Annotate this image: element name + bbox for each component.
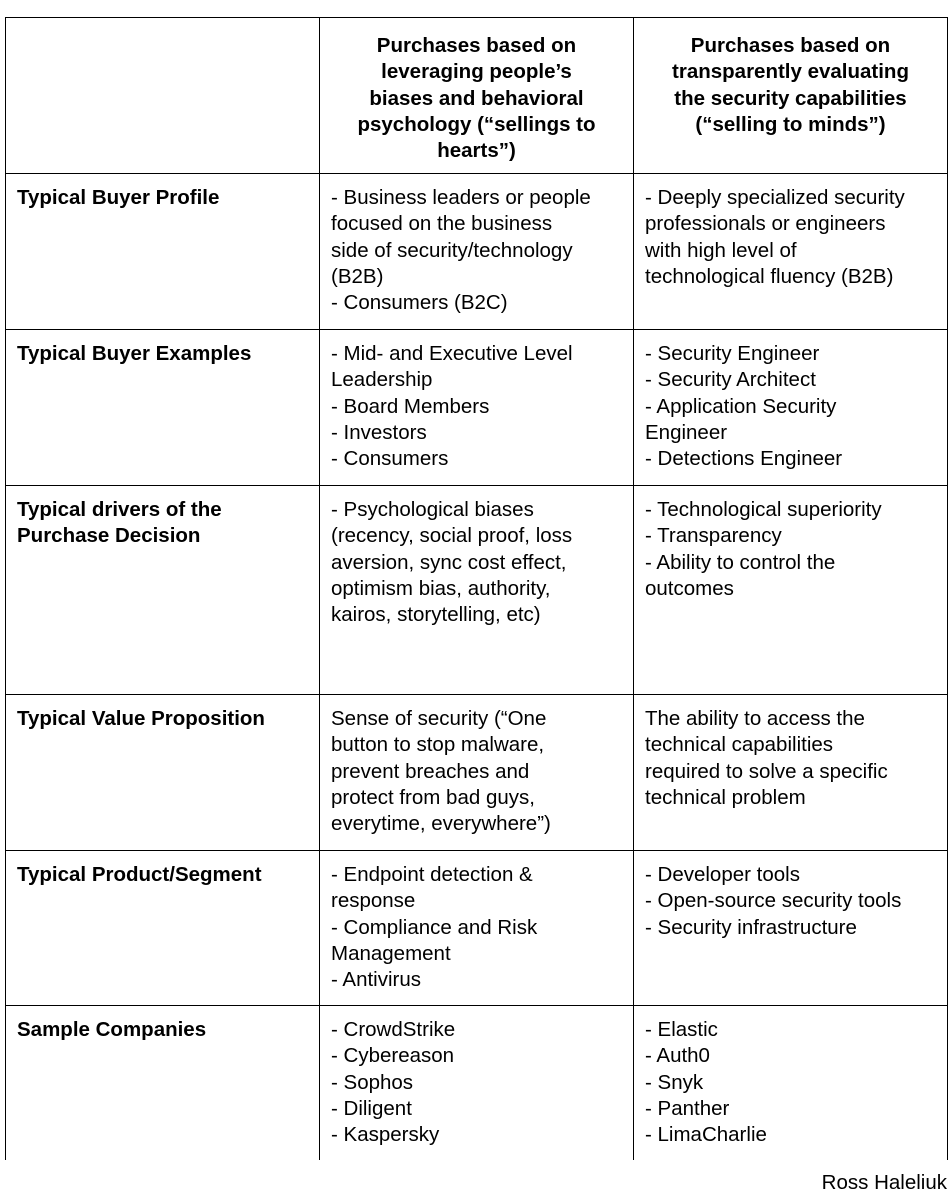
header-row <box>6 18 948 174</box>
cell-minds: - Technological superiority - Transparency - Ability to control the outcomes <box>634 486 948 695</box>
cell-minds: - Developer tools - Open-source security tools - Security infrastructure <box>634 851 948 1006</box>
cell-minds: The ability to access the technical capabilities required to solve a specific technical problem <box>634 695 948 851</box>
table-row <box>6 1006 948 1161</box>
cell-hearts: - Mid- and Executive Level Leadership - Board Members - Investors - Consumers <box>320 330 634 486</box>
cell-minds: - Security Engineer - Security Architect - Application Security Engineer - Detections Engineer <box>634 330 948 486</box>
column-header-minds: Purchases based on transparently evaluating the security capabilities (“selling to minds”) <box>634 18 948 174</box>
row-label: Typical Value Proposition <box>6 695 320 851</box>
cell-minds: - Elastic - Auth0 - Snyk - Panther - LimaCharlie <box>634 1006 948 1161</box>
cell-minds: - Deeply specialized security professionals or engineers with high level of technological fluency (B2B) <box>634 174 948 330</box>
cell-hearts: - Business leaders or people focused on the business side of security/technology (B2B) - Consumers (B2C) <box>320 174 634 330</box>
row-label: Typical Product/Segment <box>6 851 320 1006</box>
table-row <box>6 486 948 695</box>
cell-hearts: - Endpoint detection & response - Compliance and Risk Management - Antivirus <box>320 851 634 1006</box>
empty-corner-cell <box>6 18 320 174</box>
comparison-table <box>5 17 948 1161</box>
column-header-hearts: Purchases based on leveraging people’s biases and behavioral psychology (“sellings to hearts”) <box>320 18 634 174</box>
table-row <box>6 695 948 851</box>
table-row <box>6 174 948 330</box>
row-label: Typical Buyer Examples <box>6 330 320 486</box>
cell-hearts: - Psychological biases (recency, social proof, loss aversion, sync cost effect, optimism bias, authority, kairos, storytelling, etc) <box>320 486 634 695</box>
row-label: Sample Companies <box>6 1006 320 1161</box>
table-row <box>6 851 948 1006</box>
table-row <box>6 330 948 486</box>
footer-strip <box>0 1160 952 1200</box>
row-label: Typical Buyer Profile <box>6 174 320 330</box>
author-credit: Ross Haleliuk <box>821 1171 947 1194</box>
cell-hearts: - CrowdStrike - Cybereason - Sophos - Diligent - Kaspersky <box>320 1006 634 1161</box>
cell-hearts: Sense of security (“One button to stop malware, prevent breaches and protect from bad guys, everytime, everywhere”) <box>320 695 634 851</box>
row-label: Typical drivers of the Purchase Decision <box>6 486 320 695</box>
